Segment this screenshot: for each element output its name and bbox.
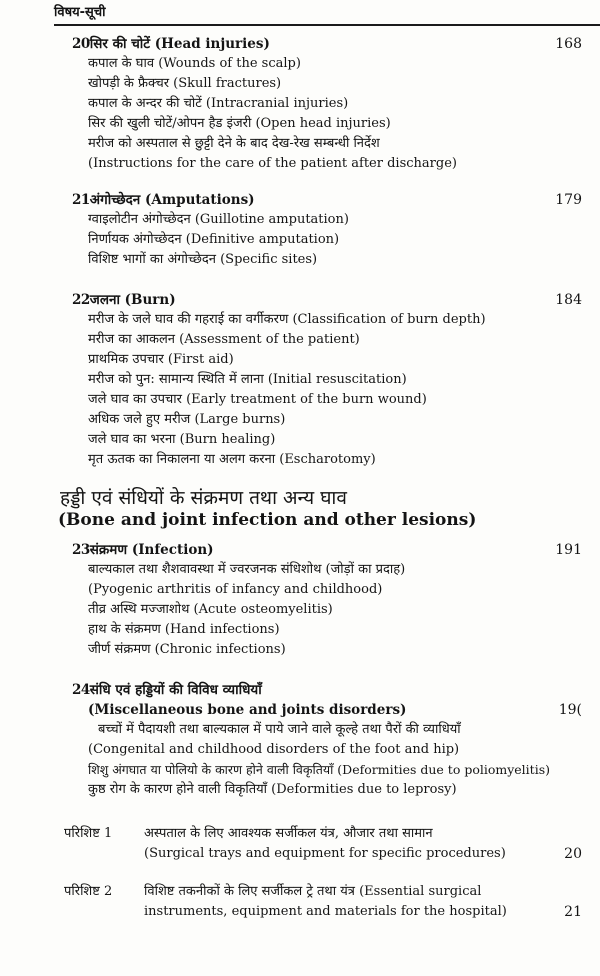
section-title-row[interactable] [72, 34, 582, 54]
toc-item: मरीज के जले घाव की गहराई का वर्गीकरण (Classification of burn depth) [88, 312, 486, 327]
toc-item: तीव्र अस्थि मज्जाशोथ (Acute osteomyelitis) [88, 602, 333, 617]
toc-item: खोपड़ी के फ्रैक्चर (Skull fractures) [88, 76, 282, 91]
page-number: 21 [564, 904, 582, 920]
toc-item: जले घाव का भरना (Burn healing) [88, 432, 276, 447]
section-title-row[interactable] [72, 190, 582, 210]
toc-item: (Instructions for the care of the patient after discharge) [88, 156, 457, 171]
toc-item: बाल्यकाल तथा शैशवावस्था में ज्वरजनक संधिशोथ (जोड़ों का प्रदाह) [88, 562, 406, 577]
appendix-line: instruments, equipment and materials for the hospital) [144, 904, 507, 919]
section-number: 21 [72, 192, 90, 208]
toc-item: मरीज का आकलन (Assessment of the patient) [88, 332, 360, 347]
toc-section-22 [72, 290, 582, 470]
toc-item: अधिक जले हुए मरीज (Large burns) [88, 412, 286, 427]
toc-item: (Congenital and childhood disorders of the foot and hip) [88, 742, 460, 757]
toc-section-20 [72, 34, 582, 174]
toc-item: कपाल के अन्दर की चोटें (Intracranial injuries) [88, 96, 349, 111]
toc-item: हाथ के संक्रमण (Hand infections) [88, 622, 280, 637]
section-title: संधि एवं हड्डियों की विविध व्याधियाँ [89, 682, 262, 698]
page-number: 19( [558, 702, 582, 718]
toc-item: निर्णायक अंगोच्छेदन (Definitive amputation) [88, 232, 340, 247]
page-number: 20 [564, 846, 582, 862]
section-title: जलना (Burn) [89, 292, 176, 308]
section-number: 22 [72, 292, 90, 308]
appendix-line-with-page[interactable] [144, 844, 582, 864]
header-rule [54, 24, 600, 26]
section-number: 23 [72, 542, 90, 558]
running-header-title: विषय-सूची [54, 5, 106, 20]
appendix-label: परिशिष्ट 1 [64, 826, 113, 841]
toc-section-21 [72, 190, 582, 270]
toc-item: सिर की खुली चोटें/ओपन हैड इंजरी (Open head injuries) [88, 116, 391, 131]
toc-section-24 [72, 680, 582, 800]
toc-section-23 [72, 540, 582, 660]
page-number: 191 [555, 542, 582, 558]
section-title: अंगोच्छेदन (Amputations) [89, 192, 255, 208]
toc-item: ग्वाइलोटीन अंगोच्छेदन (Guillotine amputation) [88, 212, 349, 227]
toc-item: जीर्ण संक्रमण (Chronic infections) [88, 642, 286, 657]
toc-item: बच्चों में पैदायशी तथा बाल्यकाल में पाये जाने वाले कूल्हे तथा पैरों की व्याधियाँ [98, 722, 461, 737]
section-title: सिर की चोटें (Head injuries) [89, 36, 270, 52]
section-title-row[interactable] [72, 680, 582, 700]
section-subtitle: (Miscellaneous bone and joints disorders) [88, 702, 407, 718]
section-number: 20 [72, 36, 90, 52]
section-title-row[interactable] [72, 290, 582, 310]
toc-item: जले घाव का उपचार (Early treatment of the burn wound) [88, 392, 427, 407]
toc-item: शिशु अंगघात या पोलियो के कारण होने वाली विकृतियाँ (Deformities due to poliomyelitis) [88, 762, 550, 777]
page-number: 168 [555, 36, 582, 52]
page-number: 179 [555, 192, 582, 208]
appendix-label: परिशिष्ट 2 [64, 884, 113, 899]
section-number: 24 [72, 682, 90, 698]
toc-item: मरीज को पुन: सामान्य स्थिति में लाना (Initial resuscitation) [88, 372, 407, 387]
part-title-hindi: हड्डी एवं संधियों के संक्रमण तथा अन्य घाव [60, 487, 347, 509]
page-number: 184 [555, 292, 582, 308]
section-title: संक्रमण (Infection) [89, 542, 214, 558]
toc-item: मरीज को अस्पताल से छुट्टी देने के बाद देख-रेख सम्बन्धी निर्देश [88, 136, 380, 151]
part-title-english: (Bone and joint infection and other lesions) [58, 510, 477, 530]
appendix-line: (Surgical trays and equipment for specific procedures) [144, 846, 506, 861]
appendix-line-with-page[interactable] [144, 902, 582, 922]
toc-item: मृत ऊतक का निकालना या अलग करना (Escharotomy) [88, 452, 376, 467]
section-subtitle-row[interactable] [72, 700, 582, 720]
toc-item: प्राथमिक उपचार (First aid) [88, 352, 234, 367]
toc-item: कपाल के घाव (Wounds of the scalp) [88, 56, 301, 71]
appendix-line[interactable]: विशिष्ट तकनीकों के लिए सर्जीकल ट्रे तथा यंत्र (Essential surgical [144, 884, 482, 899]
section-title-row[interactable] [72, 540, 582, 560]
toc-item: विशिष्ट भागों का अंगोच्छेदन (Specific sites) [88, 252, 318, 267]
appendix-line[interactable]: अस्पताल के लिए आवश्यक सर्जीकल यंत्र, औजार तथा सामान [144, 826, 433, 841]
toc-item: कुष्ठ रोग के कारण होने वाली विकृतियाँ (Deformities due to leprosy) [88, 782, 457, 797]
toc-item: (Pyogenic arthritis of infancy and childhood) [88, 582, 383, 597]
